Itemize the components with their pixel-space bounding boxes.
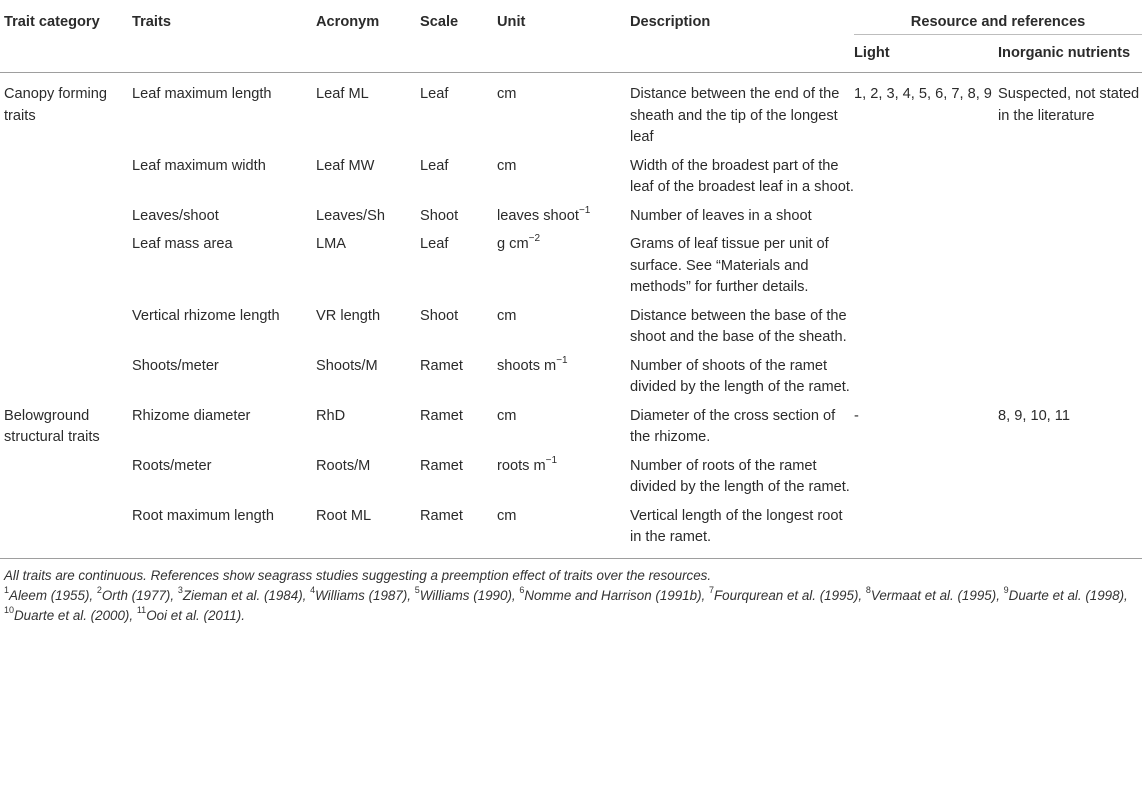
cell-acronym: Leaf MW [316,157,375,174]
reference-number: 9 [1003,585,1009,596]
cell-description: Distance between the base of the shoot and the base of the sheath. [630,307,847,345]
cell-acronym: Leaves/Sh [316,207,385,224]
cell-nutrients: 8, 9, 10, 11 [998,407,1070,424]
cell-nutrients [998,230,1142,302]
cell-light: 1, 2, 3, 4, 5, 6, 7, 8, 9 [854,86,992,102]
cell-category [0,352,132,402]
cell-category [0,202,132,231]
unit-base: cm [497,307,517,324]
unit-base: shoots m [497,357,557,374]
unit-base: g cm [497,236,529,252]
cell-unit [497,73,630,152]
unit-base: cm [497,507,517,524]
header-row-1 [0,0,1142,34]
table-row [0,73,1142,152]
header-trait-category: Trait category [4,14,100,30]
cell-category [0,152,132,202]
header-description: Description [630,14,711,30]
table-row [0,302,1142,352]
table-footnote [0,566,1146,626]
cell-category [0,230,132,302]
reference-citation: Vermaat et al. (1995) [870,587,997,603]
cell-unit [497,230,630,302]
cell-unit [497,152,630,202]
cell-scale: Leaf [420,86,449,102]
cell-description: Number of leaves in a shoot [630,207,812,224]
reference-citation: Nomme and Harrison (1991b) [524,587,702,603]
cell-trait: Leaf maximum width [132,157,266,174]
table-row [0,402,1142,452]
cell-unit [497,402,630,452]
footnote-note: All traits are continuous. References show seagrass studies suggesting a preemption effect of traits over the resources. [4,567,712,583]
cell-category [0,302,132,352]
cell-category: Canopy forming traits [4,86,108,124]
reference-number: 1 [4,585,10,596]
reference-citation: Duarte et al. (2000) [14,607,130,623]
cell-acronym: RhD [316,407,346,424]
cell-description: Vertical length of the longest root in the ramet. [630,507,843,545]
cell-light [854,230,998,302]
cell-category [0,452,132,502]
cell-trait: Root maximum length [132,507,274,524]
reference-number: 5 [414,585,420,596]
cell-description: Number of roots of the ramet divided by the length of the ramet. [630,457,850,495]
unit-base: cm [497,86,517,102]
reference-number: 10 [4,605,15,616]
cell-nutrients [998,352,1142,402]
cell-acronym: Leaf ML [316,86,369,102]
cell-acronym: Roots/M [316,457,371,474]
cell-description: Distance between the end of the sheath and the tip of the longest leaf [630,86,840,145]
cell-scale: Shoot [420,307,459,324]
cell-trait: Roots/meter [132,457,212,474]
header-inorganic-nutrients: Inorganic nutrients [998,44,1131,61]
cell-trait: Leaf mass area [132,236,233,252]
unit-base: leaves shoot [497,207,579,224]
cell-unit [497,452,630,502]
cell-unit [497,352,630,402]
cell-nutrients [998,452,1142,502]
cell-trait: Rhizome diameter [132,407,251,424]
cell-scale: Shoot [420,207,459,224]
cell-scale: Ramet [420,357,463,374]
reference-number: 2 [96,585,102,596]
cell-nutrients [998,202,1142,231]
unit-exponent: −1 [578,204,591,216]
reference-number: 11 [136,605,147,616]
cell-scale: Ramet [420,507,463,524]
reference-citation: Fourqurean et al. (1995) [714,587,859,603]
table-header [0,0,1142,73]
header-scale: Scale [420,14,459,30]
header-unit: Unit [497,14,526,30]
cell-scale: Leaf [420,236,449,252]
cell-description: Diameter of the cross section of the rhizome. [630,407,836,445]
reference-citation: Williams (1990) [419,587,512,603]
cell-acronym: VR length [316,307,381,324]
reference-number: 6 [519,585,525,596]
reference-number: 7 [708,585,714,596]
reference-citation: Duarte et al. (1998) [1008,587,1125,603]
cell-acronym: Root ML [316,507,372,524]
reference-number: 8 [865,585,871,596]
footnote-references: $^1$Aleem (1955), $^2$Orth (1977), $^3$Zieman et al. (1984), $^4$Williams (1987), $^5$Williams (1990), $^6$Nomme and Harrison (1991b), $^7$Fourqurean et al. (1995), $^8$Vermaat et al. (1995), $^9$Duarte et al. (1998), $^{10}$Duarte et al. (2000), $^{11}$Ooi et al. (2011). [4,585,1128,623]
cell-light [854,352,998,402]
unit-base: cm [497,407,517,424]
unit-base: roots m [497,457,546,474]
reference-citation: Aleem (1955) [9,587,90,603]
cell-description: Number of shoots of the ramet divided by the length of the ramet. [630,357,850,395]
cell-unit [497,202,630,231]
header-traits: Traits [132,14,171,30]
cell-light [854,452,998,502]
cell-light [854,302,998,352]
reference-citation: Ooi et al. (2011) [146,607,242,623]
header-light: Light [854,44,890,61]
cell-scale: Leaf [420,157,449,174]
table-row [0,152,1142,202]
unit-base: cm [497,157,517,174]
cell-light [854,202,998,231]
cell-trait: Shoots/meter [132,357,219,374]
cell-description: Width of the broadest part of the leaf of the broadest leaf in a shoot. [630,157,854,195]
table-row [0,230,1142,302]
table-row [0,452,1142,502]
table-row [0,352,1142,402]
cell-light [854,502,998,559]
cell-nutrients: Suspected, not stated in the literature [998,86,1140,124]
cell-light [854,152,998,202]
table-row [0,202,1142,231]
table-row [0,502,1142,559]
cell-nutrients [998,152,1142,202]
unit-exponent: −1 [556,354,568,366]
cell-light: - [854,407,859,424]
cell-category [0,502,132,559]
cell-acronym: LMA [316,236,347,252]
cell-trait: Leaf maximum length [132,86,272,102]
cell-category: Belowground structural traits [4,407,100,445]
unit-exponent: −1 [545,454,558,466]
cell-description: Grams of leaf tissue per unit of surface. See “Materials and methods” for further details. [630,236,829,295]
cell-nutrients [998,302,1142,352]
reference-citation: Orth (1977) [101,587,171,603]
cell-trait: Vertical rhizome length [132,307,280,324]
cell-nutrients [998,502,1142,559]
cell-scale: Ramet [420,457,463,474]
cell-acronym: Shoots/M [316,357,378,374]
cell-scale: Ramet [420,407,463,424]
cell-trait: Leaves/shoot [132,207,219,224]
reference-number: 4 [310,585,316,596]
header-resource-references: Resource and references [854,0,1142,34]
header-acronym: Acronym [316,14,380,30]
reference-citation: Zieman et al. (1984) [182,587,303,603]
unit-exponent: −2 [528,233,541,245]
cell-unit [497,302,630,352]
cell-unit [497,502,630,559]
table-body [0,73,1142,559]
reference-number: 3 [177,585,183,596]
reference-citation: Williams (1987) [315,587,408,603]
